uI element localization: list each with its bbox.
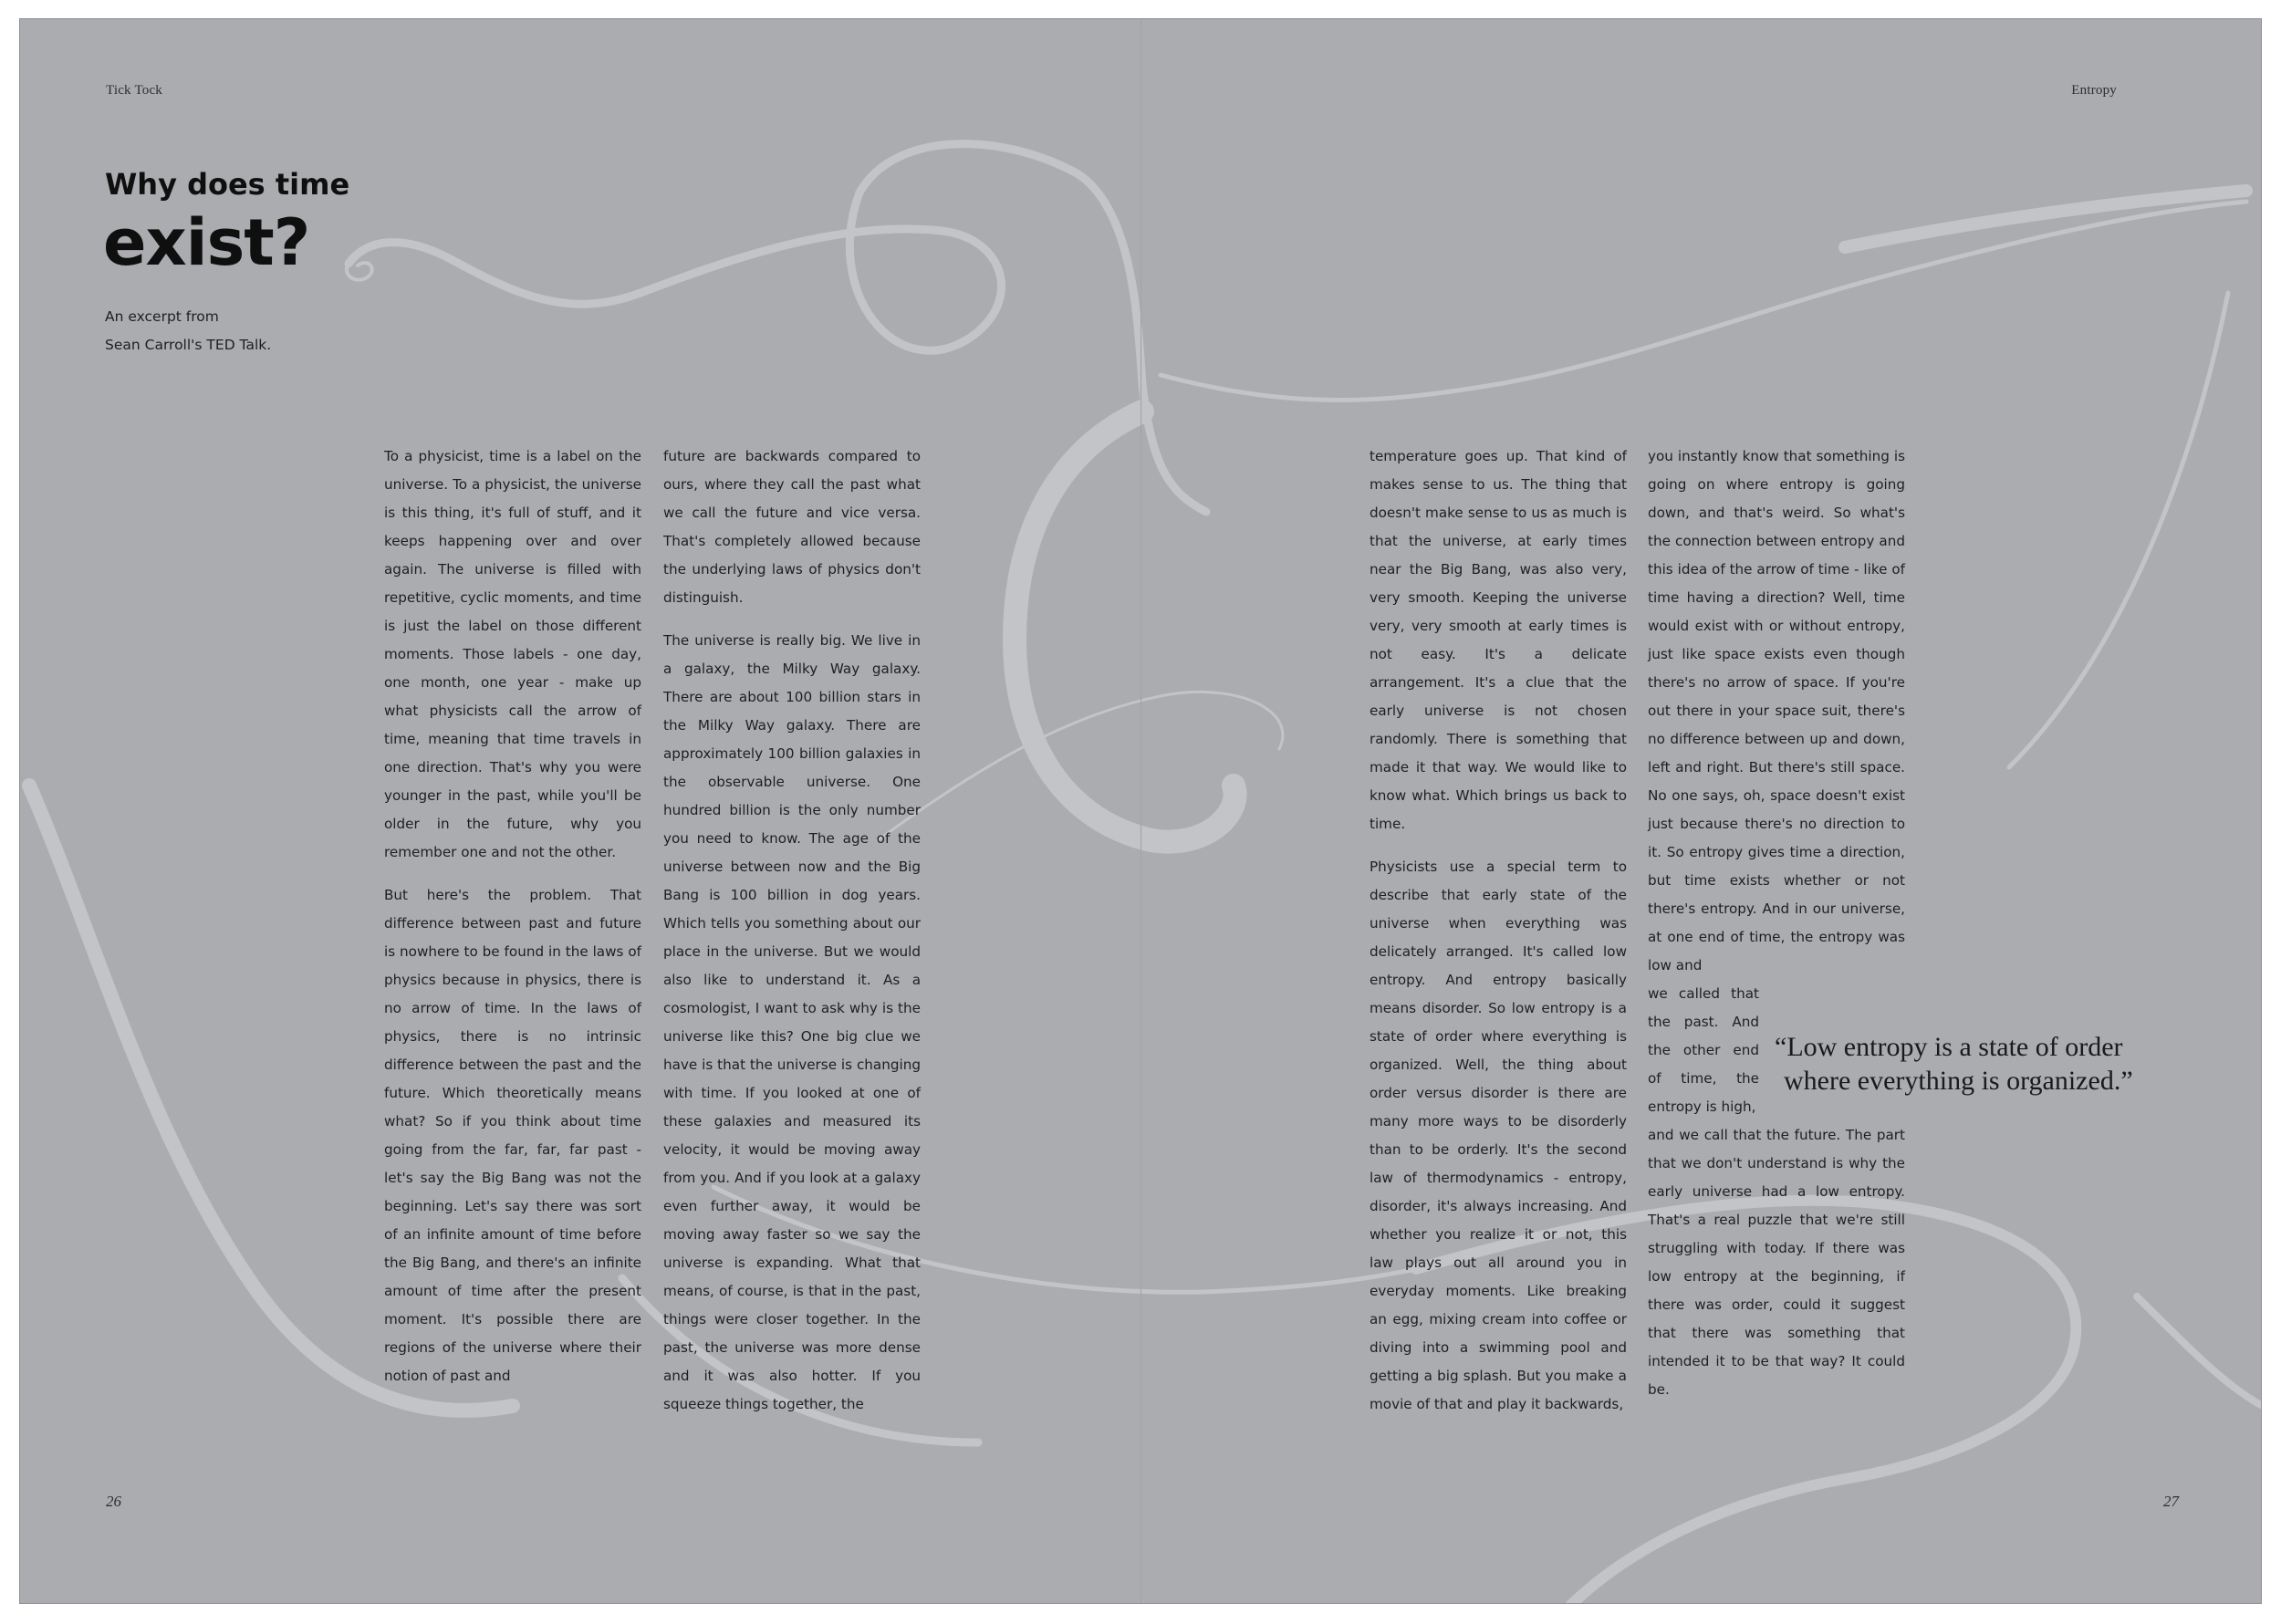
- page-number-right: 27: [2163, 1493, 2179, 1510]
- page-title: exist?: [103, 205, 310, 280]
- paragraph: To a physicist, time is a label on the universe. To a physicist, the universe is this thing, it's full of stuff, and it keeps happening over and over again. The universe is filled with repetitive, cyclic moments, and time is just the label on those different moments. Those labels - one day, one month, one year - make up what physicists call the arrow of time, meaning that time travels in one direction. That's why you were younger in the past, while you'll be older in the future, why you remember one and not the other.: [384, 448, 641, 860]
- text-column-1: [384, 442, 641, 1405]
- paragraph: future are backwards compared to ours, where they call the past what we call the future and vice versa. That's completely allowed because the underlying laws of physics don't distinguish.: [663, 448, 921, 606]
- paragraph: Physicists use a special term to describe that early state of the universe when everything was delicately arranged. It's called low entropy. And entropy basically means disorder. So low entropy is a state of order where everything is organized. Well, the thing about order versus disorder is there are many more ways to be disorderly than to be orderly. It's the second law of thermodynamics - entropy, disorder, it's always increasing. And whether you realize it or not, this law plays out all around you in everyday moments. Like breaking an egg, mixing cream into coffee or diving into a swimming pool and getting a big splash. But you make a movie of that and play it backwards,: [1370, 859, 1627, 1412]
- running-head-left: Tick Tock: [106, 83, 163, 98]
- text-column-4: [1648, 442, 1905, 1404]
- page-number-left: 26: [106, 1493, 121, 1510]
- pull-quote-line-1: “Low entropy is a state of order: [1775, 1032, 2123, 1062]
- pull-quote: [1775, 1030, 2203, 1098]
- title-kicker: Why does time: [105, 167, 350, 202]
- paragraph-wrapped-around-quote: we called that the past. And the other end of time, the entropy is high,: [1648, 985, 1759, 1115]
- title-subtitle: [105, 303, 271, 359]
- magazine-spread: [19, 18, 2262, 1604]
- text-column-3: [1370, 442, 1627, 1433]
- text-column-2: [663, 442, 921, 1433]
- running-head-right: Entropy: [2071, 83, 2117, 98]
- pull-quote-line-2: where everything is organized.”: [1784, 1066, 2133, 1096]
- paragraph: The universe is really big. We live in a galaxy, the Milky Way galaxy. There are about 100 billion stars in the Milky Way galaxy. There are approximately 100 billion galaxies in the observable universe. One hundred billion is the only number you need to know. The age of the universe between now and the Big Bang is 100 billion in dog years. Which tells you something about our place in the universe. But we would also like to understand it. As a cosmologist, I want to ask why is the universe like this? One big clue we have is that the universe is changing with time. If you looked at one of these galaxies and measured its velocity, it would be moving away from you. And if you look at a galaxy even further away, it would be moving away faster so we say the universe is expanding. What that means, of course, is that in the past, things were closer together. In the past, the universe was more dense and it was also hotter. If you squeeze things together, the: [663, 632, 921, 1412]
- subtitle-line-2: Sean Carroll's TED Talk.: [105, 337, 272, 353]
- left-page: [20, 19, 1141, 1603]
- paragraph: temperature goes up. That kind of makes sense to us. The thing that doesn't make sense to us as much is that the universe, at early times near the Big Bang, was also very, very smooth. Keeping the universe very, very smooth at early times is not easy. It's a delicate arrangement. It's a clue that the early universe is not chosen randomly. There is something that made it that way. We would like to know what. Which brings us back to time.: [1370, 448, 1627, 832]
- paragraph: and we call that the future. The part that we don't understand is why the early universe had a low entropy. That's a real puzzle that we're still struggling with today. If there was low entropy at the beginning, if there was order, could it suggest that there was something that intended it to be that way? It could be.: [1648, 1127, 1905, 1398]
- paragraph: you instantly know that something is going on where entropy is going down, and that's weird. So what's the connection between entropy and this idea of the arrow of time - like of time having a direction? Well, time would exist with or without entropy, just like space exists even though there's no arrow of space. If you're out there in your space suit, there's no difference between up and down, left and right. But there's still space. No one says, oh, space doesn't exist just because there's no direction to it. So entropy gives time a direction, but time exists whether or not there's entropy. And in our universe, at one end of time, the entropy was low and: [1648, 448, 1905, 973]
- subtitle-line-1: An excerpt from: [105, 308, 219, 325]
- paragraph: But here's the problem. That difference between past and future is nowhere to be found in the laws of physics because in physics, there is no arrow of time. In the laws of physics, there is no intrinsic difference between the past and the future. Which theoretically means what? So if you think about time going from the far, far, far past - let's say the Big Bang was not the beginning. Let's say there was sort of an infinite amount of time before the Big Bang, and there's an infinite amount of time after the present moment. It's possible there are regions of the universe where their notion of past and: [384, 887, 641, 1384]
